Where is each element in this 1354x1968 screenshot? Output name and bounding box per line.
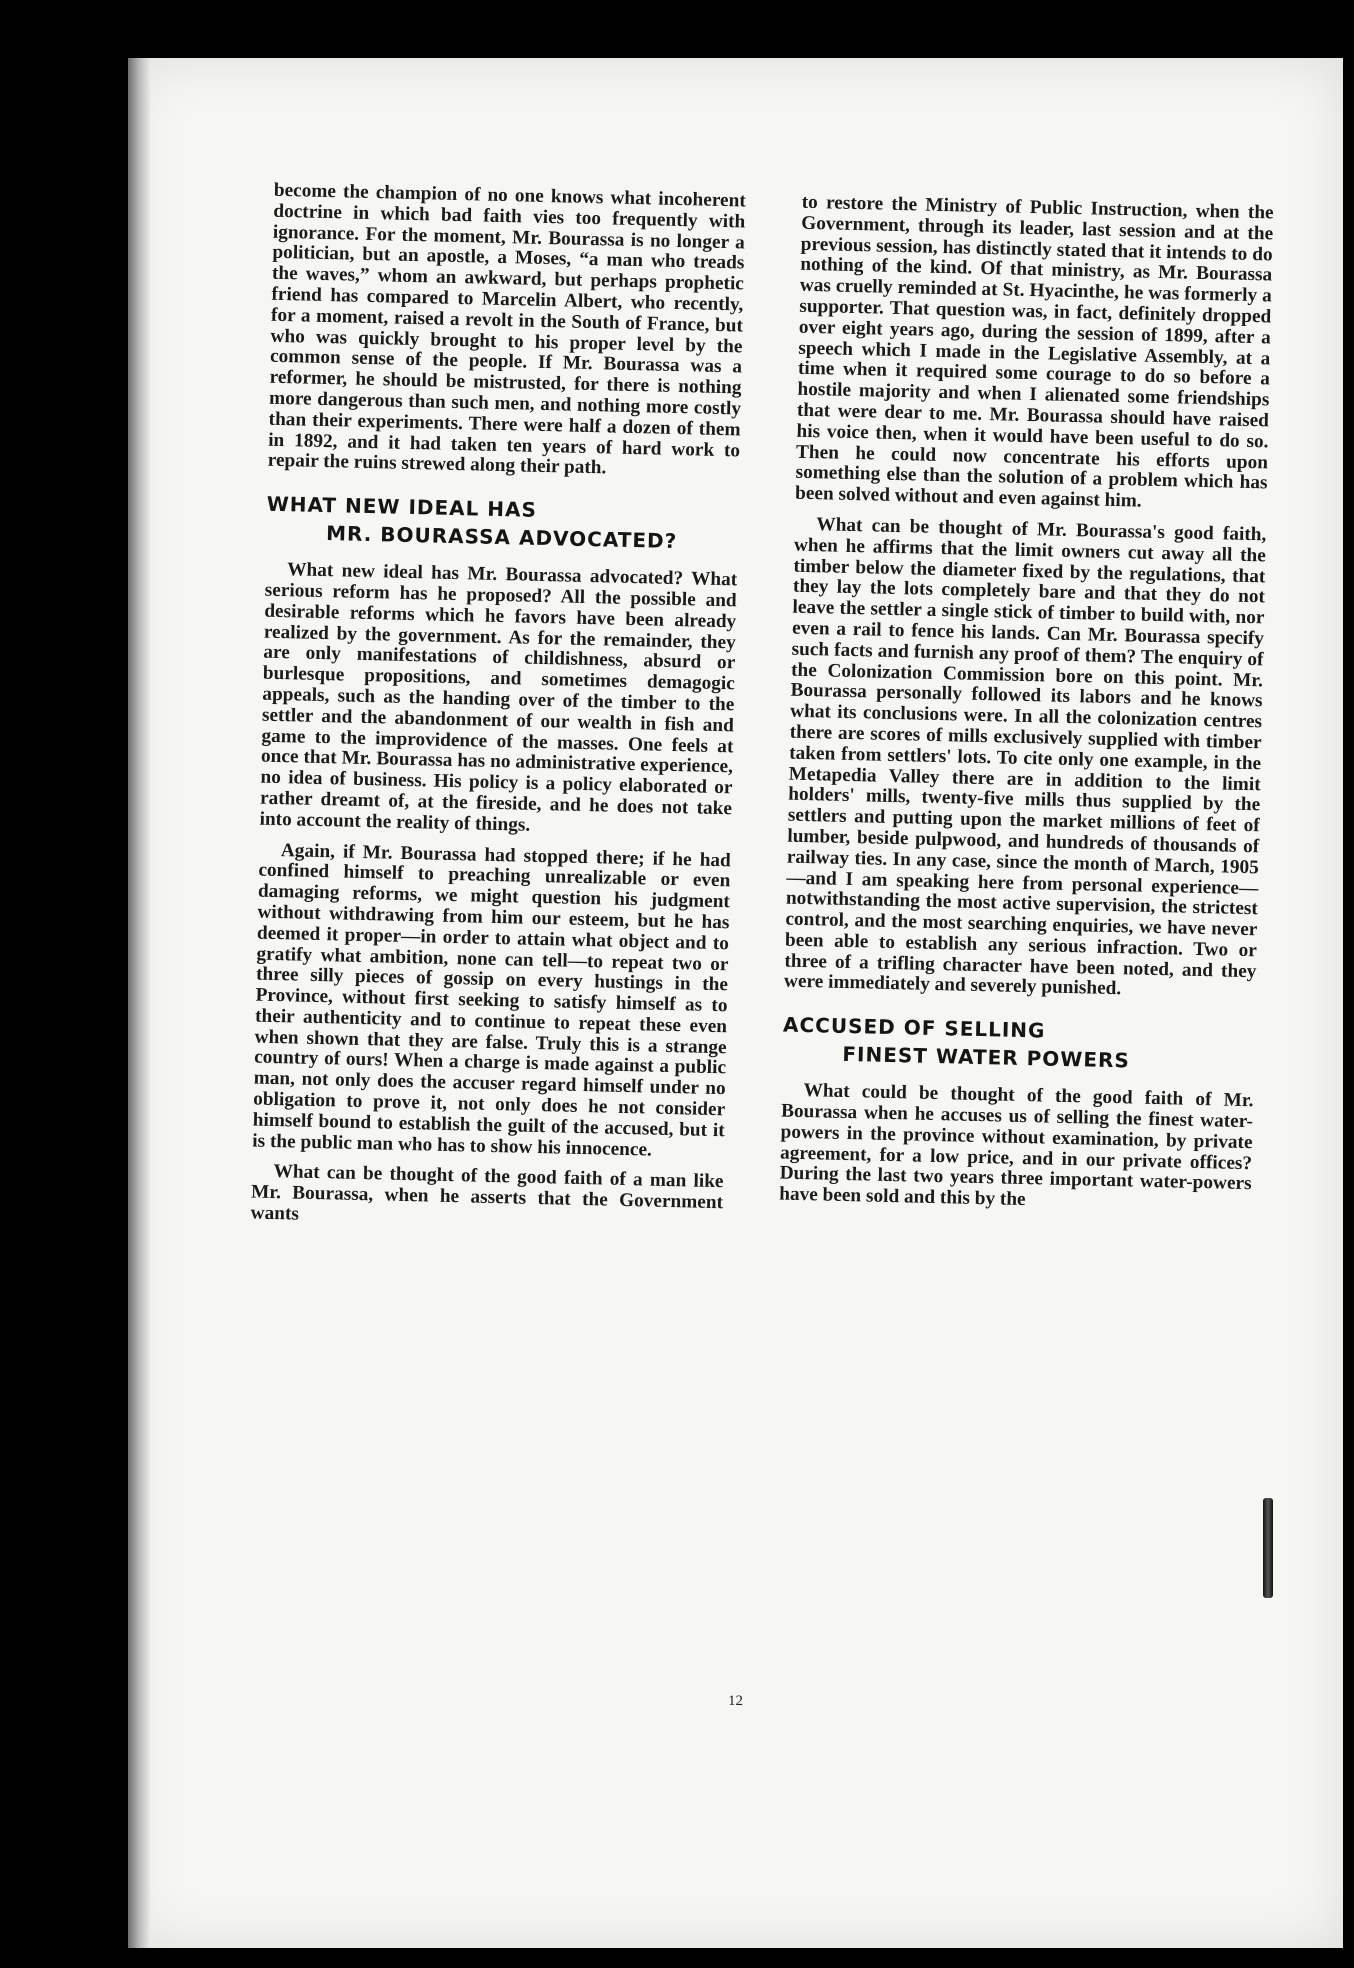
left-column [250,181,746,1245]
binder-clip [1263,1498,1273,1598]
page-gutter [128,58,150,1948]
heading-line: WHAT NEW IDEAL HAS [266,491,538,522]
heading-line: FINEST WATER POWERS [842,1042,1131,1073]
section-heading [782,1011,1255,1078]
right-column [778,193,1274,1257]
heading-line: ACCUSED OF SELLING [782,1012,1046,1043]
section-heading [266,490,739,557]
document-page [128,58,1343,1948]
paragraph: What can be thought of Mr. Bourassa's good faith, when he affirms that the limit owners cut away all the timber below the diameter fixed by the regulations, that they lay the lots completely bare and that they do not leave the settler a single stick of timber to build with, nor even a rail to fence his lands. Can Mr. Bourassa specify such facts and furnish any proof of them? The enquiry of the Colonization Commission bore on this point. Mr. Bourassa personally followed its labors and he knows what its conclusions were. In all the colonization centres there are scores of mills exclusively supplied with timber taken from settlers' lots. To cite only one example, in the Metapedia Valley there are in addition to the limit holders' mills, twenty-five mills thus supplied by the settlers and putting upon the market millions of feet of lumber, beside pulpwood, and hundreds of thousands of railway ties. In any case, since the month of March, 1905—and I am speaking here from personal experience—notwithstanding the most active supervision, the strictest control, and the most searching enquiries, we have never been able to establish any serious infraction. Two or three of a trifling character have been noted, and they were immediately and severely punished. [783,514,1267,1000]
paragraph: What new ideal has Mr. Bourassa advocated? What serious reform has he proposed? All the possible and desirable reforms which he favors have been already realized by the government. As for the remainder, they are only manifestations of childishness, absurd or burlesque propositions, and sometimes demagogic appeals, such as the handing over of the timber to the settler and the abandonment of our wealth in fish and game to the improvidence of the masses. One feels at once that Mr. Bourassa has no administrative experience, no idea of business. His policy is a policy elaborated or rather dreamt of, at the fireside, and he does not take into account the reality of things. [259,559,738,836]
heading-line: MR. BOURASSA ADVOCATED? [325,521,678,554]
paragraph: Again, if Mr. Bourassa had stopped there; if he had confined himself to preaching unrealizable or even damaging reforms, we might question his judgment without withdrawing from him our esteem, but he has deemed it proper—in order to attain what object and to gratify what ambition, none can tell—to repeat two or three silly pieces of gossip on every hustings in the Province, without first seeking to satisfy himself as to their authenticity and to continue to repeat these even when shown that they are false. Truly this is a strange country of ours! When a charge is made against a public man, not only does the accuser regard himself under no obligation to prove it, not only does he not consider himself bound to establish the guilt of the accused, but it is the public man who has to show his innocence. [252,839,732,1161]
page-number: 12 [728,1693,743,1709]
paragraph: What can be thought of the good faith of a man like Mr. Bourassa, when he asserts that the Government wants [250,1161,724,1225]
paragraph: to restore the Ministry of Public Instruction, when the Government, through its leader, last session and at the previous session, has distinctly stated that it intends to do nothing of the kind. Of that ministry, as Mr. Bourassa was cruelly reminded at St. Hyacinthe, he was formerly a supporter. That question was, in fact, definitely dropped over eight years ago, during the session of 1899, after a speech which I made in the Legislative Assembly, at a time when it required some courage to do so before a hostile majority and when I alienated some friendships that were dear to me. Mr. Bourassa should have raised his voice then, when it would have been useful to do so. Then he could now concentrate his efforts upon something else than the solution of a problem which has been solved without and even against him. [794,191,1274,512]
paragraph: become the champion of no one knows what incoherent doctrine in which bad faith vies too frequently with ignorance. For the moment, Mr. Bourassa is no longer a politician, but an apostle, a Moses, “a man who treads the waves,” whom an awkward, but perhaps prophetic friend has compared to Marcelin Albert, who recently, for a moment, raised a revolt in the South of France, but who was quickly brought to his proper level by the common sense of the people. If Mr. Bourassa was a reformer, he should be mistrusted, for there is nothing more dangerous than such men, and nothing more costly than their experiments. There were half a dozen of them in 1892, and it had taken ten years of hard work to repair the ruins strewed along their path. [267,179,746,479]
paragraph: What could be thought of the good faith of Mr. Bourassa when he accuses us of selling the finest water-powers in the province without examination, by private agreement, for a low price, and in our private offices? During the last two years three important water-powers have been sold and this by the [778,1080,1254,1211]
text-columns [250,181,1274,1257]
